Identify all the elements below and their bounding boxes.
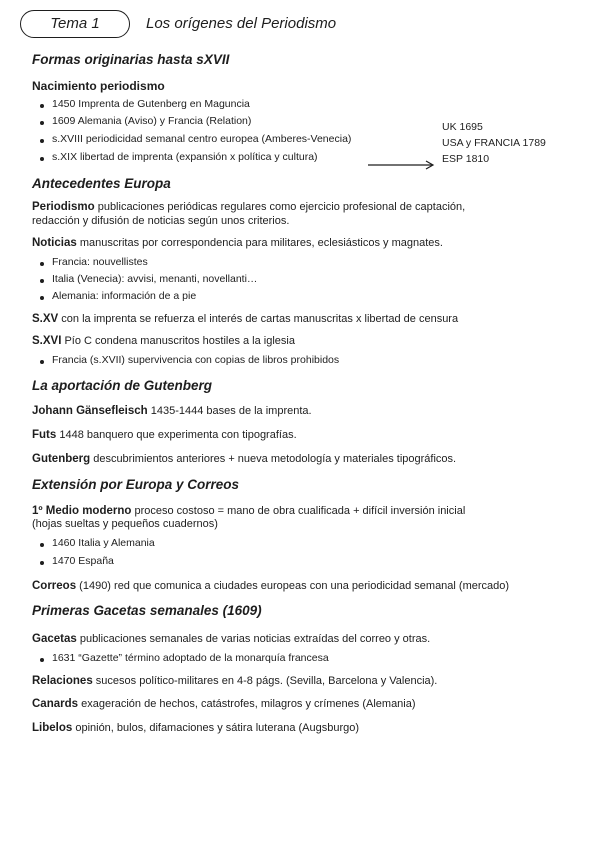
paragraph-sxv: [32, 313, 458, 325]
term: Libelos: [32, 722, 73, 734]
definition: proceso costoso = mano de obra cualificada + difícil inversión inicial: [134, 505, 466, 517]
paragraph-gutenberg: [32, 453, 456, 465]
definition: 1435-1444 bases de la imprenta.: [150, 405, 312, 417]
paragraph-line: (hojas sueltas y pequeños cuadernos): [32, 518, 218, 530]
section-heading-antecedentes: Antecedentes Europa: [32, 176, 171, 191]
term: Gacetas: [32, 633, 77, 645]
side-note: USA y FRANCIA 1789: [442, 137, 546, 149]
term: Correos: [32, 580, 77, 592]
paragraph-noticias: [32, 237, 443, 249]
list-item: Francia: nouvellistes: [38, 256, 148, 268]
definition: exageración de hechos, catástrofes, milagros y crímenes (Alemania): [81, 698, 416, 710]
list-item: 1609 Alemania (Aviso) y Francia (Relation): [38, 115, 251, 127]
definition: (1490) red que comunica a ciudades europeas con una periodicidad semanal (mercado): [79, 580, 510, 592]
term: Johann Gänsefleisch: [32, 405, 148, 417]
arrow-right-icon: [368, 160, 438, 170]
paragraph-correos: [32, 580, 509, 592]
page-title: Los orígenes del Periodismo: [146, 15, 337, 32]
section-heading-gacetas: Primeras Gacetas semanales (1609): [32, 603, 262, 618]
paragraph-libelos: [32, 722, 359, 734]
section-heading-gutenberg: La aportación de Gutenberg: [32, 378, 213, 393]
term: 1º Medio moderno: [32, 505, 132, 517]
term: Futs: [32, 429, 57, 441]
paragraph-sxvi: [32, 335, 295, 347]
list-item: 1450 Imprenta de Gutenberg en Maguncia: [38, 98, 250, 110]
definition: sucesos político-militares en 4-8 págs. (Sevilla, Barcelona y Valencia).: [95, 675, 438, 687]
definition: opinión, bulos, difamaciones y sátira luterana (Augsburgo): [75, 722, 360, 734]
list-item: Italia (Venecia): avvisi, menanti, novellanti…: [38, 273, 257, 285]
side-note: UK 1695: [442, 121, 483, 133]
list-item: Alemania: información de a pie: [38, 290, 196, 302]
definition: con la imprenta se refuerza el interés de cartas manuscritas x libertad de censura: [61, 313, 459, 325]
definition: descubrimientos anteriores + nueva metodología y materiales tipográficos.: [93, 453, 457, 465]
list-item: s.XVIII periodicidad semanal centro europea (Amberes-Venecia): [38, 133, 351, 145]
topic-label: Tema 1: [20, 10, 130, 38]
definition: Pío C condena manuscritos hostiles a la iglesia: [64, 335, 295, 347]
term: S.XV: [32, 313, 59, 325]
term: Gutenberg: [32, 453, 91, 465]
definition: publicaciones semanales de varias noticias extraídas del correo y otras.: [79, 633, 431, 645]
paragraph-futs: [32, 429, 297, 441]
list-item: 1631 “Gazette” término adoptado de la monarquía francesa: [38, 652, 329, 664]
list-item: Francia (s.XVII) supervivencia con copias de libros prohibidos: [38, 354, 339, 366]
list-item: 1460 Italia y Alemania: [38, 537, 155, 549]
definition: manuscritas por correspondencia para militares, eclesiásticos y magnates.: [79, 237, 443, 249]
paragraph-line: redacción y difusión de noticias según unos criterios.: [32, 215, 290, 227]
paragraph-gacetas: [32, 633, 430, 645]
term: Periodismo: [32, 201, 95, 213]
definition: publicaciones periódicas regulares como ejercicio profesional de captación,: [97, 201, 466, 213]
term: Noticias: [32, 237, 77, 249]
paragraph-medio-moderno: [32, 505, 465, 517]
definition: 1448 banquero que experimenta con tipografías.: [59, 429, 297, 441]
list-item: 1470 España: [38, 555, 114, 567]
list-item: s.XIX libertad de imprenta (expansión x política y cultura): [38, 151, 318, 163]
section-heading-extension: Extensión por Europa y Correos: [32, 477, 240, 492]
section-heading-formas: Formas originarias hasta sXVII: [32, 52, 230, 67]
paragraph-canards: [32, 698, 416, 710]
paragraph-relaciones: [32, 675, 437, 687]
term: Canards: [32, 698, 79, 710]
paragraph-periodismo: [32, 201, 465, 213]
term: Relaciones: [32, 675, 93, 687]
subheading-nacimiento: Nacimiento periodismo: [32, 79, 165, 93]
side-note: ESP 1810: [442, 153, 490, 165]
paragraph-johann: [32, 405, 312, 417]
term: S.XVI: [32, 335, 62, 347]
